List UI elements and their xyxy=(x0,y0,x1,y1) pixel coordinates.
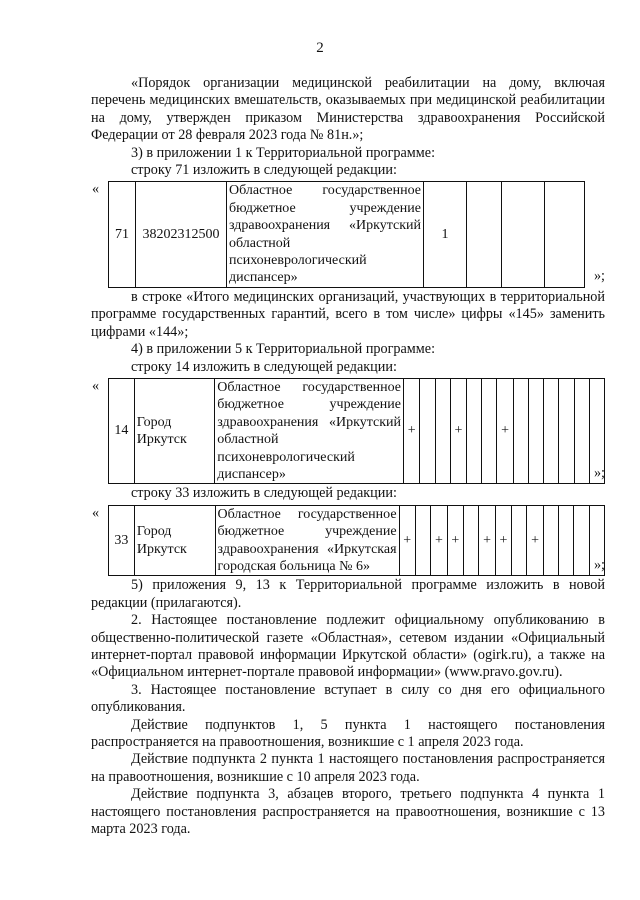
mark-cell xyxy=(415,505,430,576)
mark-cell: + xyxy=(399,505,415,576)
mark-cell: + xyxy=(447,505,463,576)
paragraph-row-33-intro: строку 33 изложить в следующей редакции: xyxy=(131,485,397,502)
mark-cell xyxy=(544,378,559,483)
empty-cell xyxy=(467,182,502,287)
paragraph-publication: 2. Настоящее постановление подлежит официальному опубликованию в общественно-политической газете «Областная», сетевом издании «Официальный интернет-портал правовой информации Иркутской области» (ogirk.ru), а также на «Официальном интернет-портале правовой информации» (www.pravo.gov.ru). xyxy=(91,612,605,681)
city-name: Город Иркутск xyxy=(134,505,215,576)
mark-cell: + xyxy=(431,505,447,576)
mark-cell xyxy=(559,505,574,576)
open-quote: « xyxy=(92,504,100,521)
mark-cell xyxy=(420,378,435,483)
open-quote: « xyxy=(92,377,100,394)
org-code: 38202312500 xyxy=(136,182,227,287)
mark-cell xyxy=(435,378,450,483)
mark-cell: + xyxy=(495,505,511,576)
table-14-block xyxy=(91,378,605,484)
mark-cell: + xyxy=(479,505,495,576)
mark-cell xyxy=(467,378,482,483)
close-quote: »; xyxy=(593,268,605,285)
table-71-block xyxy=(91,181,605,287)
row-number: 71 xyxy=(109,182,136,287)
page-number: 2 xyxy=(316,40,324,56)
mark-cell xyxy=(574,378,589,483)
paragraph-item-5: 5) приложения 9, 13 к Территориальной программе изложить в новой редакции (прилагаются). xyxy=(91,577,605,611)
mark-cell xyxy=(464,505,479,576)
mark-cell xyxy=(543,505,558,576)
document-body xyxy=(91,75,605,838)
mark-cell xyxy=(574,505,589,576)
org-name: Областное государственное бюджетное учреждение здравоохранения «Иркутский областной психоневрологический диспансер» xyxy=(215,378,404,483)
city-name: Город Иркутск xyxy=(134,378,214,483)
org-name: Областное государственное бюджетное учреждение здравоохранения «Иркутский областной психоневрологический диспансер» xyxy=(227,182,424,287)
mark-cell xyxy=(482,378,497,483)
mark-cell xyxy=(513,378,528,483)
open-quote: « xyxy=(92,181,100,198)
mark-cell: + xyxy=(450,378,466,483)
table-row-71 xyxy=(108,181,585,287)
org-name: Областное государственное бюджетное учреждение здравоохранения «Иркутская городская больница № 6» xyxy=(215,505,399,576)
mark-cell: + xyxy=(497,378,513,483)
paragraph-order-quote: «Порядок организации медицинской реабилитации на дому, включая перечень медицинских вмешательств, оказываемых при медицинской реабилитации на дому, утвержден приказом Министерства здравоохранения Российской Федерации от 28 февраля 2023 года № 81н.»; xyxy=(91,75,605,144)
paragraph-effect-april-1: Действие подпунктов 1, 5 пункта 1 настоящего постановления распространяется на правоотношения, возникшие с 1 апреля 2023 года. xyxy=(91,716,605,751)
mark-cell xyxy=(528,378,543,483)
paragraph-item-4: 4) в приложении 5 к Территориальной программе: xyxy=(131,341,436,358)
paragraph-effect-april-10: Действие подпункта 2 пункта 1 настоящего постановления распространяется на правоотношения, возникшие с 10 апреля 2023 года. xyxy=(91,751,605,785)
row-number: 33 xyxy=(109,505,135,576)
paragraph-row-71-intro: строку 71 изложить в следующей редакции: xyxy=(131,162,397,179)
table-row-33 xyxy=(108,505,605,577)
close-quote: »; xyxy=(593,556,605,573)
empty-cell xyxy=(545,182,585,287)
mark-cell: 1 xyxy=(424,182,467,287)
close-quote: »; xyxy=(593,464,605,481)
mark-cell: + xyxy=(404,378,420,483)
empty-cell xyxy=(502,182,545,287)
mark-cell: + xyxy=(527,505,543,576)
mark-cell xyxy=(512,505,527,576)
row-number: 14 xyxy=(109,378,135,483)
paragraph-entry-into-force: 3. Настоящее постановление вступает в силу со дня его официального опубликования. xyxy=(91,681,605,716)
paragraph-total-change: в строке «Итого медицинских организаций, участвующих в территориальной программе государственных гарантий, всего в том числе» цифры «145» заменить цифрами «144»; xyxy=(91,288,605,340)
mark-cell xyxy=(559,378,574,483)
table-33-block xyxy=(91,505,605,577)
table-row-14 xyxy=(108,378,605,484)
paragraph-item-3: 3) в приложении 1 к Территориальной программе: xyxy=(131,144,436,161)
paragraph-effect-march-13: Действие подпункта 3, абзацев второго, третьего подпункта 4 пункта 1 настоящего постановления распространяется на правоотношения, возникшие с 13 марта 2023 года. xyxy=(91,786,605,838)
paragraph-row-14-intro: строку 14 изложить в следующей редакции: xyxy=(131,358,397,375)
